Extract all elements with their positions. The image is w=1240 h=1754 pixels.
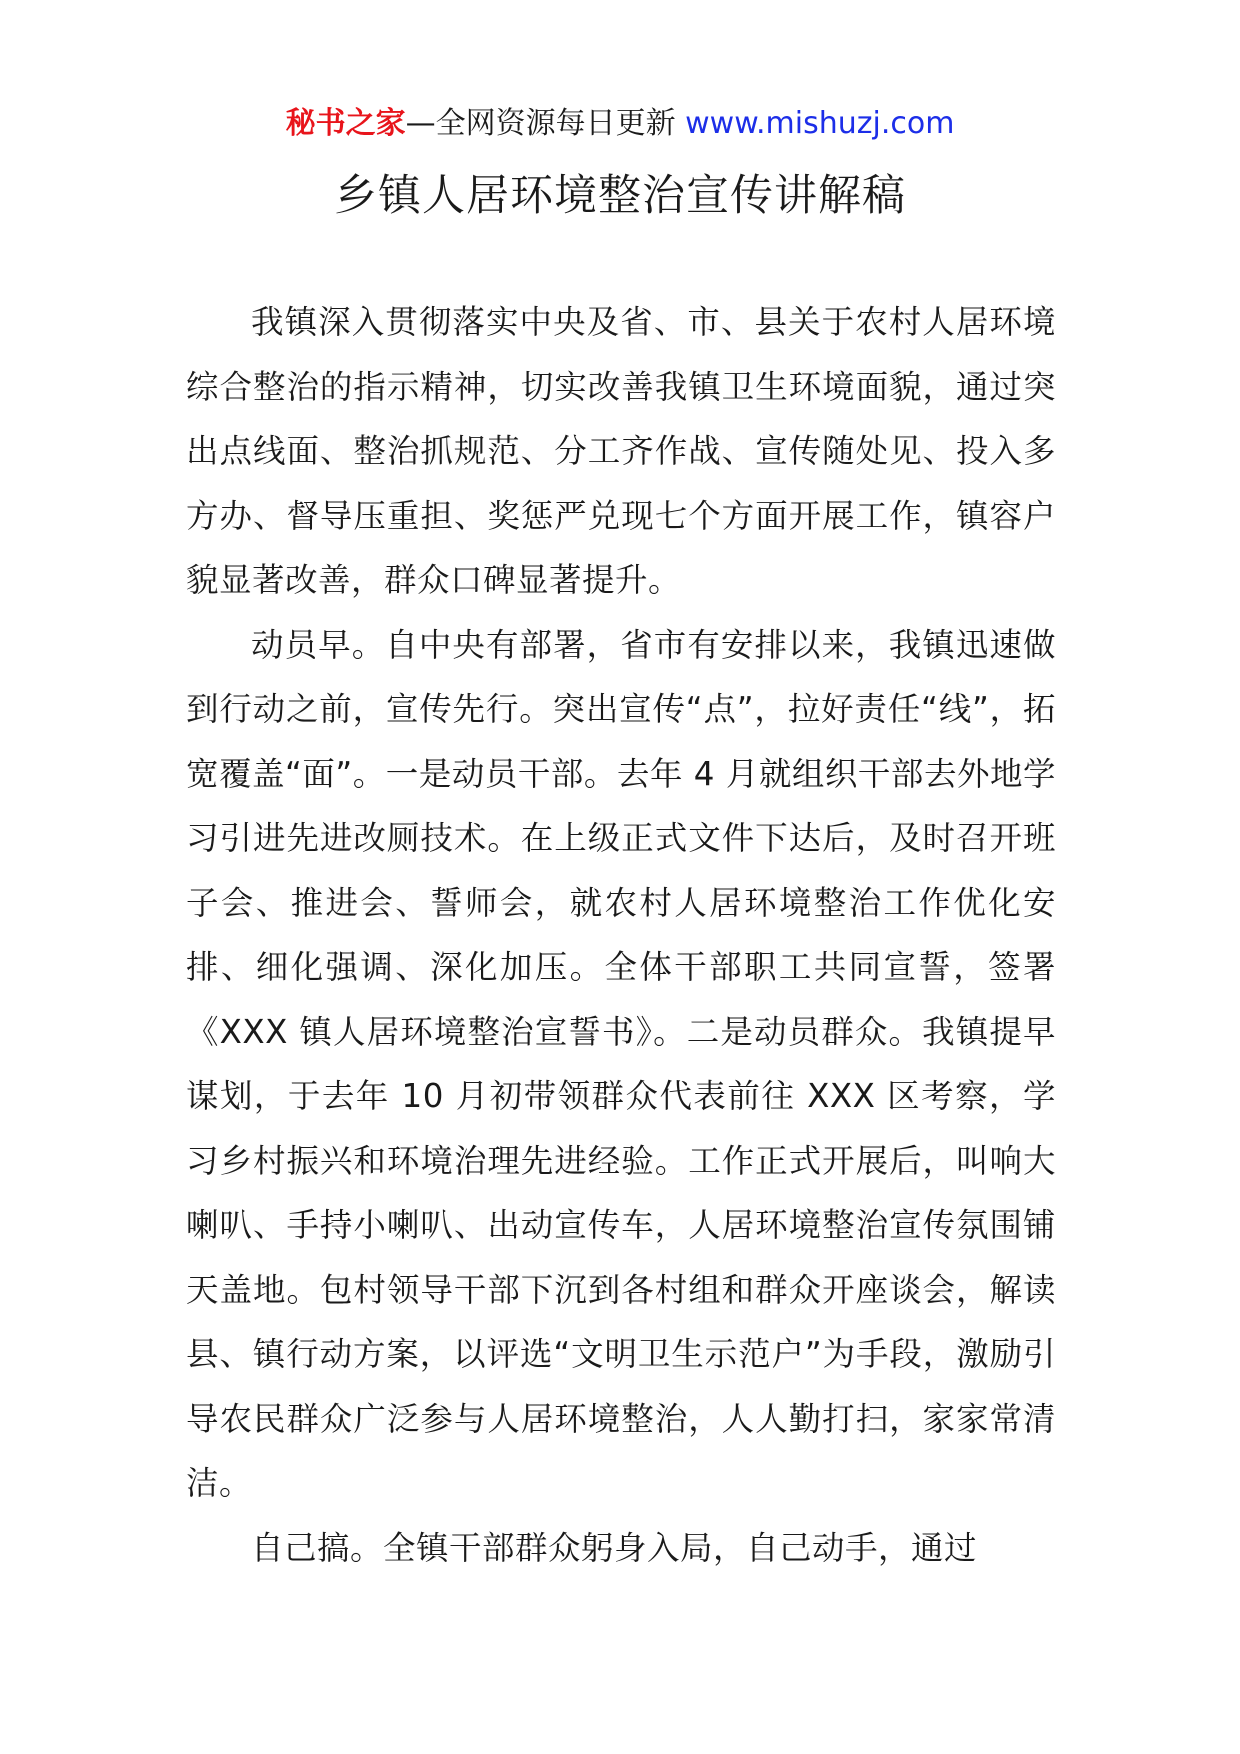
- document-title: 乡镇人居环境整治宣传讲解稿: [334, 171, 906, 221]
- paragraph-do-it-ourselves: 自己搞。全镇干部群众躬身入局，自己动手，通过: [251, 1528, 978, 1567]
- header-tagline: —全网资源每日更新: [405, 106, 676, 141]
- site-header: [0, 104, 1240, 144]
- site-url-link[interactable]: www.mishuzj.com: [685, 106, 955, 141]
- paragraph-mobilize-early: 动员早。自中央有部署，省市有安排以来，我镇迅速做到行动之前，宣传先行。突出宣传“点”，拉好责任“线”，拓宽覆盖“面”。一是动员干部。去年 4 月就组织干部去外地学习引进先进改厕技术。在上级正式文件下达后，及时召开班子会、推进会、誓师会，就农村人居环境整治工作优化安排、细化强调、深化加压。全体干部职工共同宣誓，签署《XXX 镇人居环境整治宣誓书》。二是动员群众。我镇提早谋划，于去年 10 月初带领群众代表前往 XXX 区考察，学习乡村振兴和环境治理先进经验。工作正式开展后，叫响大喇叭、手持小喇叭、出动宣传车，人居环境整治宣传氛围铺天盖地。包村领导干部下沉到各村组和群众开座谈会，解读县、镇行动方案，以评选“文明卫生示范户”为手段，激励引导农民群众广泛参与人居环境整治，人人勤打扫，家家常清洁。: [186, 625, 1056, 1502]
- document-body: [186, 290, 1056, 1580]
- brand-name: 秘书之家: [285, 106, 406, 141]
- paragraph-intro: 我镇深入贯彻落实中央及省、市、县关于农村人居环境综合整治的指示精神，切实改善我镇卫生环境面貌，通过突出点线面、整治抓规范、分工齐作战、宣传随处见、投入多方办、督导压重担、奖惩严兑现七个方面开展工作，镇容户貌显著改善，群众口碑显著提升。: [186, 303, 1056, 599]
